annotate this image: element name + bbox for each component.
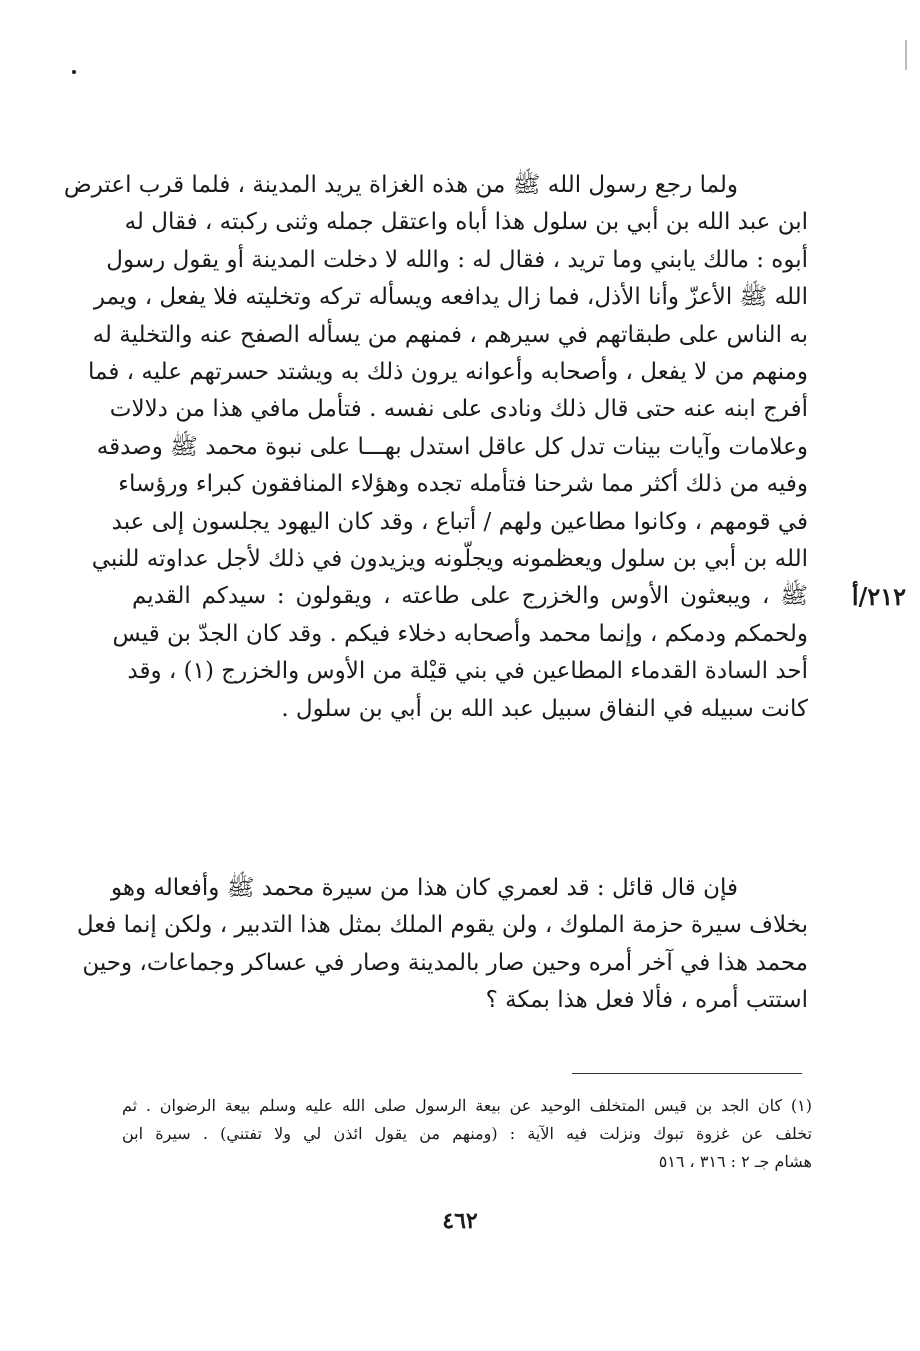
text-line: ومنهم من لا يفعل ، وأصحابه وأعوانه يرون ذلك به ويشتد حسرتهم عليه ، فما: [88, 359, 808, 386]
text-line: فإن قال قائل : قد لعمري كان هذا من سيرة محمد ﷺ وأفعاله وهو: [111, 875, 738, 901]
footnote-line: هشام جـ ٢ : ٣١٦ ، ٥١٦: [658, 1152, 812, 1171]
page-number: ٤٦٢: [442, 1208, 478, 1234]
text-line: ولما رجع رسول الله ﷺ من هذه الغزاة يريد المدينة ، فلما قرب اعترض: [63, 172, 738, 198]
text-line: أبوه : مالك يابني وما تريد ، فقال له : والله لا دخلت المدينة أو يقول رسول: [106, 246, 808, 273]
text-line: ولحمكم ودمكم ، وإنما محمد وأصحابه دخلاء فيكم . وقد كان الجدّ بن قيس: [112, 620, 808, 647]
text-line: في قومهم ، وكانوا مطاعين ولهم / أتباع ، وقد كان اليهود يجلسون إلى عبد: [111, 508, 808, 535]
footnote-line: تخلف عن غزوة تبوك ونزلت فيه الآية : (ومنهم من يقول ائذن لي ولا تفتني) . سيرة ابن: [122, 1124, 812, 1143]
text-line: بخلاف سيرة حزمة الملوك ، ولن يقوم الملك بمثل هذا التدبير ، ولكن إنما فعل: [76, 912, 808, 939]
margin-folio-reference: ٢١٢/أ: [851, 582, 906, 611]
text-line: محمد هذا في آخر أمره وحين صار بالمدينة وصار في عساكر وجماعات، وحين: [82, 949, 808, 976]
text-line: ﷺ ، ويبعثون الأوس والخزرج على طاعته ، ويقولون : سيدكم القديم: [132, 583, 808, 610]
main-paragraph-1: [63, 167, 808, 728]
text-line: الله بن أبي بن سلول ويعظمونه ويجلّونه ويزيدون في ذلك لأجل عداوته للنبي: [91, 546, 808, 573]
text-line: وفيه من ذلك أكثر مما شرحنا فتأمله تجده وهؤلاء المنافقون كبراء ورؤساء: [118, 471, 808, 498]
ink-speck: [72, 70, 76, 74]
text-line: استتب أمره ، فألا فعل هذا بمكة ؟: [485, 987, 808, 1014]
text-line: الله ﷺ الأعزّ وأنا الأذل، فما زال يدافعه ويسأله تركه وتخليته فلا يفعل ، ويمر: [93, 284, 808, 311]
page-edge-mark: [905, 40, 907, 70]
footnote-line: (١) كان الجد بن قيس المتخلف الوحيد عن بيعة الرسول صلى الله عليه وسلم بيعة الرضوان . ثم: [122, 1096, 812, 1115]
text-line: كانت سبيله في النفاق سبيل عبد الله بن أبي بن سلول .: [281, 695, 808, 722]
footnote: [122, 1092, 812, 1176]
text-line: وعلامات وآيات بينات تدل كل عاقل استدل بهـــا على نبوة محمد ﷺ وصدقه: [96, 433, 808, 460]
text-line: أفرج ابنه عنه حتى قال ذلك ونادى على نفسه . فتأمل مافي هذا من دلالات: [109, 396, 808, 423]
main-paragraph-2: [76, 870, 808, 1020]
text-line: أحد السادة القدماء المطاعين في بني قيْلة من الأوس والخزرج (١) ، وقد: [127, 658, 808, 685]
text-line: ابن عبد الله بن أبي بن سلول هذا أباه واعتقل جمله وثنى ركبته ، فقال له: [124, 209, 808, 236]
footnote-separator: [572, 1073, 802, 1074]
text-line: به الناس على طبقاتهم في سيرهم ، فمنهم من يسأله الصفح عنه والتخلية له: [92, 321, 808, 348]
